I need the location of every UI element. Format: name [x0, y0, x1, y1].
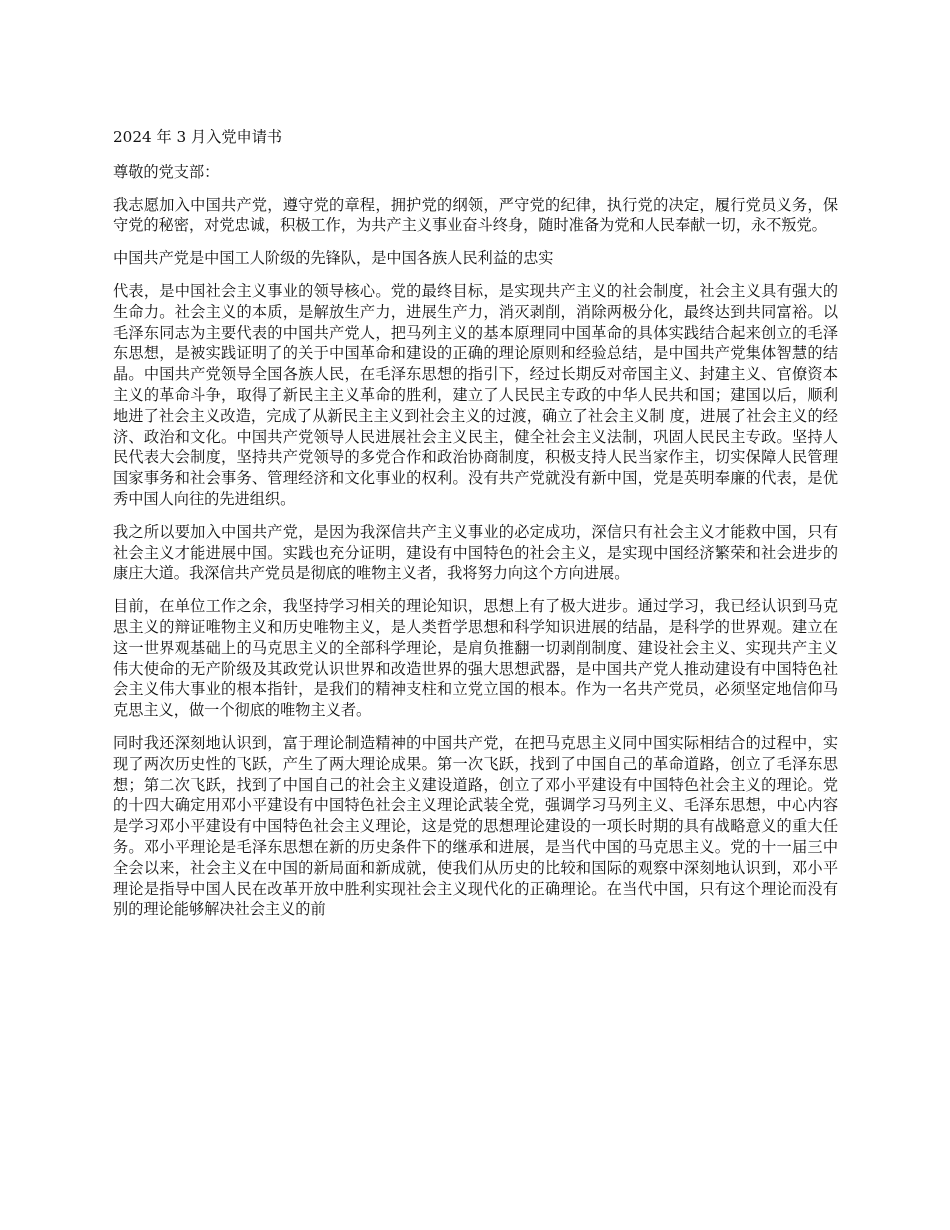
paragraph-study: 目前，在单位工作之余，我坚持学习相关的理论知识，思想上有了极大进步。通过学习，我已经认识到马克思主义的辩证唯物主义和历史唯物主义，是人类哲学思想和科学知识进展的结晶，是科学的世界观。建立在这一世界观基础上的马克思主义的全部科学理论，是肩负推翻一切剥削制度、建设社会主义、实现共产主义伟大使命的无产阶级及其政党认识世界和改造世界的强大思想武器，是中国共产党人推动建设有中国特色社会主义伟大事业的根本指针，是我们的精神支柱和立党立国的根本。作为一名共产党员，必须坚定地信仰马克思主义，做一个彻底的唯物主义者。 — [113, 597, 838, 720]
paragraph-theory: 同时我还深刻地认识到，富于理论制造精神的中国共产党，在把马克思主义同中国实际相结合的过程中，实现了两次历史性的飞跃，产生了两大理论成果。第一次飞跃，找到了中国自己的革命道路，创立了毛泽东思想；第二次飞跃，找到了中国自己的社会主义建设道路，创立了邓小平建设有中国特色社会主义的理论。党的十四大确定用邓小平建设有中国特色社会主义理论武装全党，强调学习马列主义、毛泽东思想，中心内容是学习邓小平建设有中国特色社会主义理论，这是党的思想理论建设的一项长时期的具有战略意义的重大任务。邓小平理论是毛泽东思想在新的历史条件下的继承和进展，是当代中国的马克思主义。党的十一届三中全会以来，社会主义在中国的新局面和新成就，使我们从历史的比较和国际的观察中深刻地认识到，邓小平理论是指导中国人民在改革开放中胜利实现社会主义现代化的正确理论。在当代中国，只有这个理论而没有别的理论能够解决社会主义的前 — [113, 733, 838, 919]
paragraph-pledge: 我志愿加入中国共产党，遵守党的章程，拥护党的纲领，严守党的纪律，执行党的决定，履行党员义务，保守党的秘密，对党忠诚，积极工作，为共产主义事业奋斗终身，随时准备为党和人民奉献一切，永不叛党。 — [113, 195, 838, 235]
paragraph-motivation: 我之所以要加入中国共产党，是因为我深信共产主义事业的必定成功，深信只有社会主义才能救中国，只有社会主义才能进展中国。实践也充分证明，建设有中国特色的社会主义，是实现中国经济繁荣和社会进步的康庄大道。我深信共产党员是彻底的唯物主义者，我将努力向这个方向进展。 — [113, 522, 838, 583]
document-title: 2024 年 3 月入党申请书 — [113, 128, 283, 146]
paragraph-party-vanguard: 中国共产党是中国工人阶级的先锋队，是中国各族人民利益的忠实 — [113, 249, 554, 268]
application-letter — [113, 127, 838, 932]
paragraph-party-leadership: 代表，是中国社会主义事业的领导核心。党的最终目标，是实现共产主义的社会制度，社会主义具有强大的生命力。社会主义的本质，是解放生产力，进展生产力，消灭剥削，消除两极分化，最终达到共同富裕。以毛泽东同志为主要代表的中国共产党人，把马列主义的基本原理同中国革命的具体实践结合起来创立的毛泽东思想，是被实践证明了的关于中国革命和建设的正确的理论原则和经验总结，是中国共产党集体智慧的结晶。中国共产党领导全国各族人民，在毛泽东思想的指引下，经过长期反对帝国主义、封建主义、官僚资本主义的革命斗争，取得了新民主主义革命的胜利，建立了人民民主专政的中华人民共和国；建国以后，顺利地进了社会主义改造，完成了从新民主主义到社会主义的过渡，确立了社会主义制 度，进展了社会主义的经济、政治和文化。中国共产党领导人民进展社会主义民主，健全社会主义法制，巩固人民民主专政。坚持人民代表大会制度，坚持共产党领导的多党合作和政治协商制度，积极支持人民当家作主，切实保障人民管理国家事务和社会事务、管理经济和文化事业的权利。没有共产党就没有新中国，党是英明奉廉的代表，是优秀中国人向往的先进组织。 — [113, 281, 838, 508]
salutation: 尊敬的党支部： — [113, 162, 220, 181]
